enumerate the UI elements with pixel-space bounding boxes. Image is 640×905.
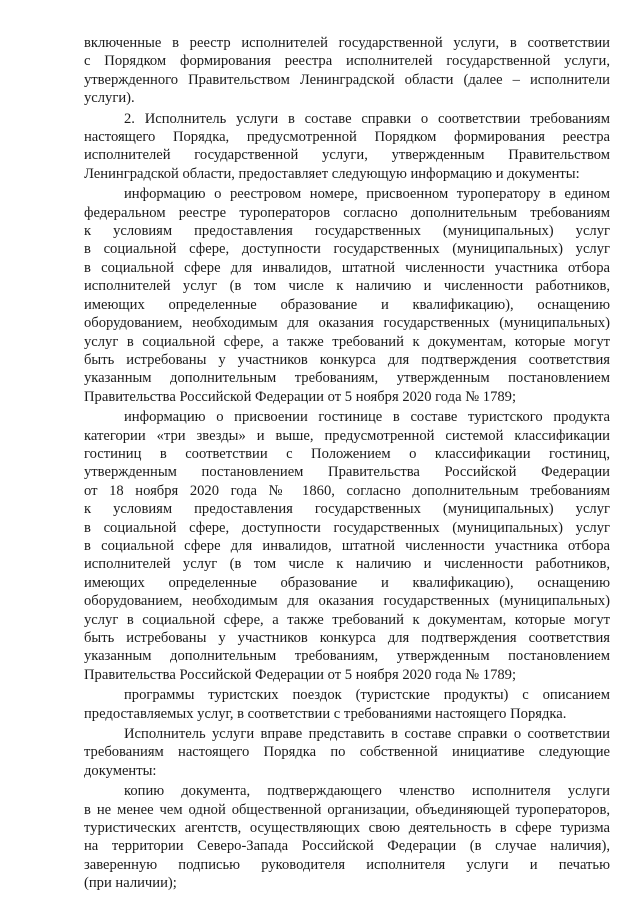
text-line: быть истребованы у участников конкурса для подтверждения соответствия <box>84 351 610 368</box>
text-line: включенные в реестр исполнителей государственной услуги, в соответствии <box>84 35 610 51</box>
text-line: в социальной сфере для инвалидов, штатной численности участника отбора <box>84 537 610 554</box>
text-line: настоящего Порядка, предусмотренной Порядком формирования реестра <box>84 129 610 146</box>
text-line: Исполнитель услуги вправе представить в составе справки о соответствии <box>124 726 610 743</box>
text-line: предоставляемых услуг, в соответствии с требованиями настоящего Порядка. <box>84 705 567 722</box>
text-line: услуг в социальной сфере, а также требований к документам, которые могут <box>84 333 610 350</box>
text-line: федеральном реестре туроператоров согласно дополнительным требованиям <box>84 204 610 221</box>
text-line: имеющих определенные образование и квалификацию), оснащению <box>84 574 610 591</box>
text-line: 2. Исполнитель услуги в составе справки о соответствии требованиям <box>124 110 610 127</box>
paragraph <box>84 110 610 184</box>
document-page <box>84 34 610 895</box>
paragraph <box>84 725 610 780</box>
paragraph <box>84 782 610 892</box>
text-line: в социальной сфере, доступности государственных (муниципальных) услуг <box>84 519 610 536</box>
text-line: Правительства Российской Федерации от 5 ноября 2020 года № 1789; <box>84 666 517 683</box>
text-line: указанным дополнительным требованиям, утвержденным постановлением <box>84 370 610 387</box>
text-line: Ленинградской области, предоставляет следующую информацию и документы: <box>84 165 580 182</box>
text-line: к условиям предоставления государственных (муниципальных) услуг <box>84 501 610 518</box>
text-line: имеющих определенные образование и квалификацию), оснащению <box>84 296 610 313</box>
text-line: на территории Северо-Запада Российской Федерации (в случае наличия), <box>84 838 610 855</box>
text-line: Правительства Российской Федерации от 5 ноября 2020 года № 1789; <box>84 388 517 405</box>
paragraph <box>84 686 610 723</box>
text-line: быть истребованы у участников конкурса для подтверждения соответствия <box>84 630 610 646</box>
text-line: программы туристских поездок (туристские продукты) с описанием <box>124 687 610 704</box>
text-line: указанным дополнительным требованиям, утвержденным постановлением <box>84 648 610 665</box>
text-line: с Порядком формирования реестра исполнителей государственной услуги, <box>84 53 610 70</box>
text-line: от 18 ноября 2020 года № 1860, согласно дополнительным требованиям <box>84 482 610 499</box>
text-line: туристических агентств, осуществляющих свою деятельность в сфере туризма <box>84 820 610 837</box>
text-line: документы: <box>84 762 157 779</box>
text-line: копию документа, подтверждающего членство исполнителя услуги <box>124 783 610 800</box>
text-line: информацию о реестровом номере, присвоенном туроператору в едином <box>124 186 610 203</box>
text-line: в социальной сфере для инвалидов, штатной численности участника отбора <box>84 259 610 276</box>
text-line: услуг в социальной сфере, а также требований к документам, которые могут <box>84 611 610 628</box>
text-line: услуги). <box>84 90 135 107</box>
text-line: требованиям настоящего Порядка по собственной инициативе следующие <box>84 744 610 761</box>
text-line: исполнителей услуг (в том числе к наличию и численности работников, <box>84 278 610 295</box>
text-line: в не менее чем одной общественной организации, объединяющей туроператоров, <box>84 801 610 818</box>
paragraph <box>84 408 610 684</box>
text-line: оборудованием, необходимым для оказания государственных (муниципальных) <box>84 593 610 610</box>
text-line: утвержденным постановлением Правительства Российской Федерации <box>84 464 610 481</box>
text-line: утвержденного Правительством Ленинградской области (далее – исполнители <box>84 71 610 88</box>
text-line: (при наличии); <box>84 875 177 892</box>
text-line: в социальной сфере, доступности государственных (муниципальных) услуг <box>84 241 610 258</box>
text-line: исполнителей услуг (в том числе к наличию и численности работников, <box>84 556 610 573</box>
text-line: исполнителей государственной услуги, утвержденным Правительством <box>84 147 610 164</box>
paragraph <box>84 34 610 108</box>
text-line: категории «три звезды» и выше, предусмотренной системой классификации <box>84 427 610 444</box>
paragraph <box>84 185 610 406</box>
text-line: информацию о присвоении гостинице в составе туристского продукта <box>124 409 610 426</box>
text-line: к условиям предоставления государственных (муниципальных) услуг <box>84 223 610 240</box>
text-line: заверенную подписью руководителя исполнителя услуги и печатью <box>84 856 610 873</box>
text-line: оборудованием, необходимым для оказания государственных (муниципальных) <box>84 315 610 332</box>
text-line: гостиниц в соответствии с Положением о классификации гостиниц, <box>84 445 610 462</box>
